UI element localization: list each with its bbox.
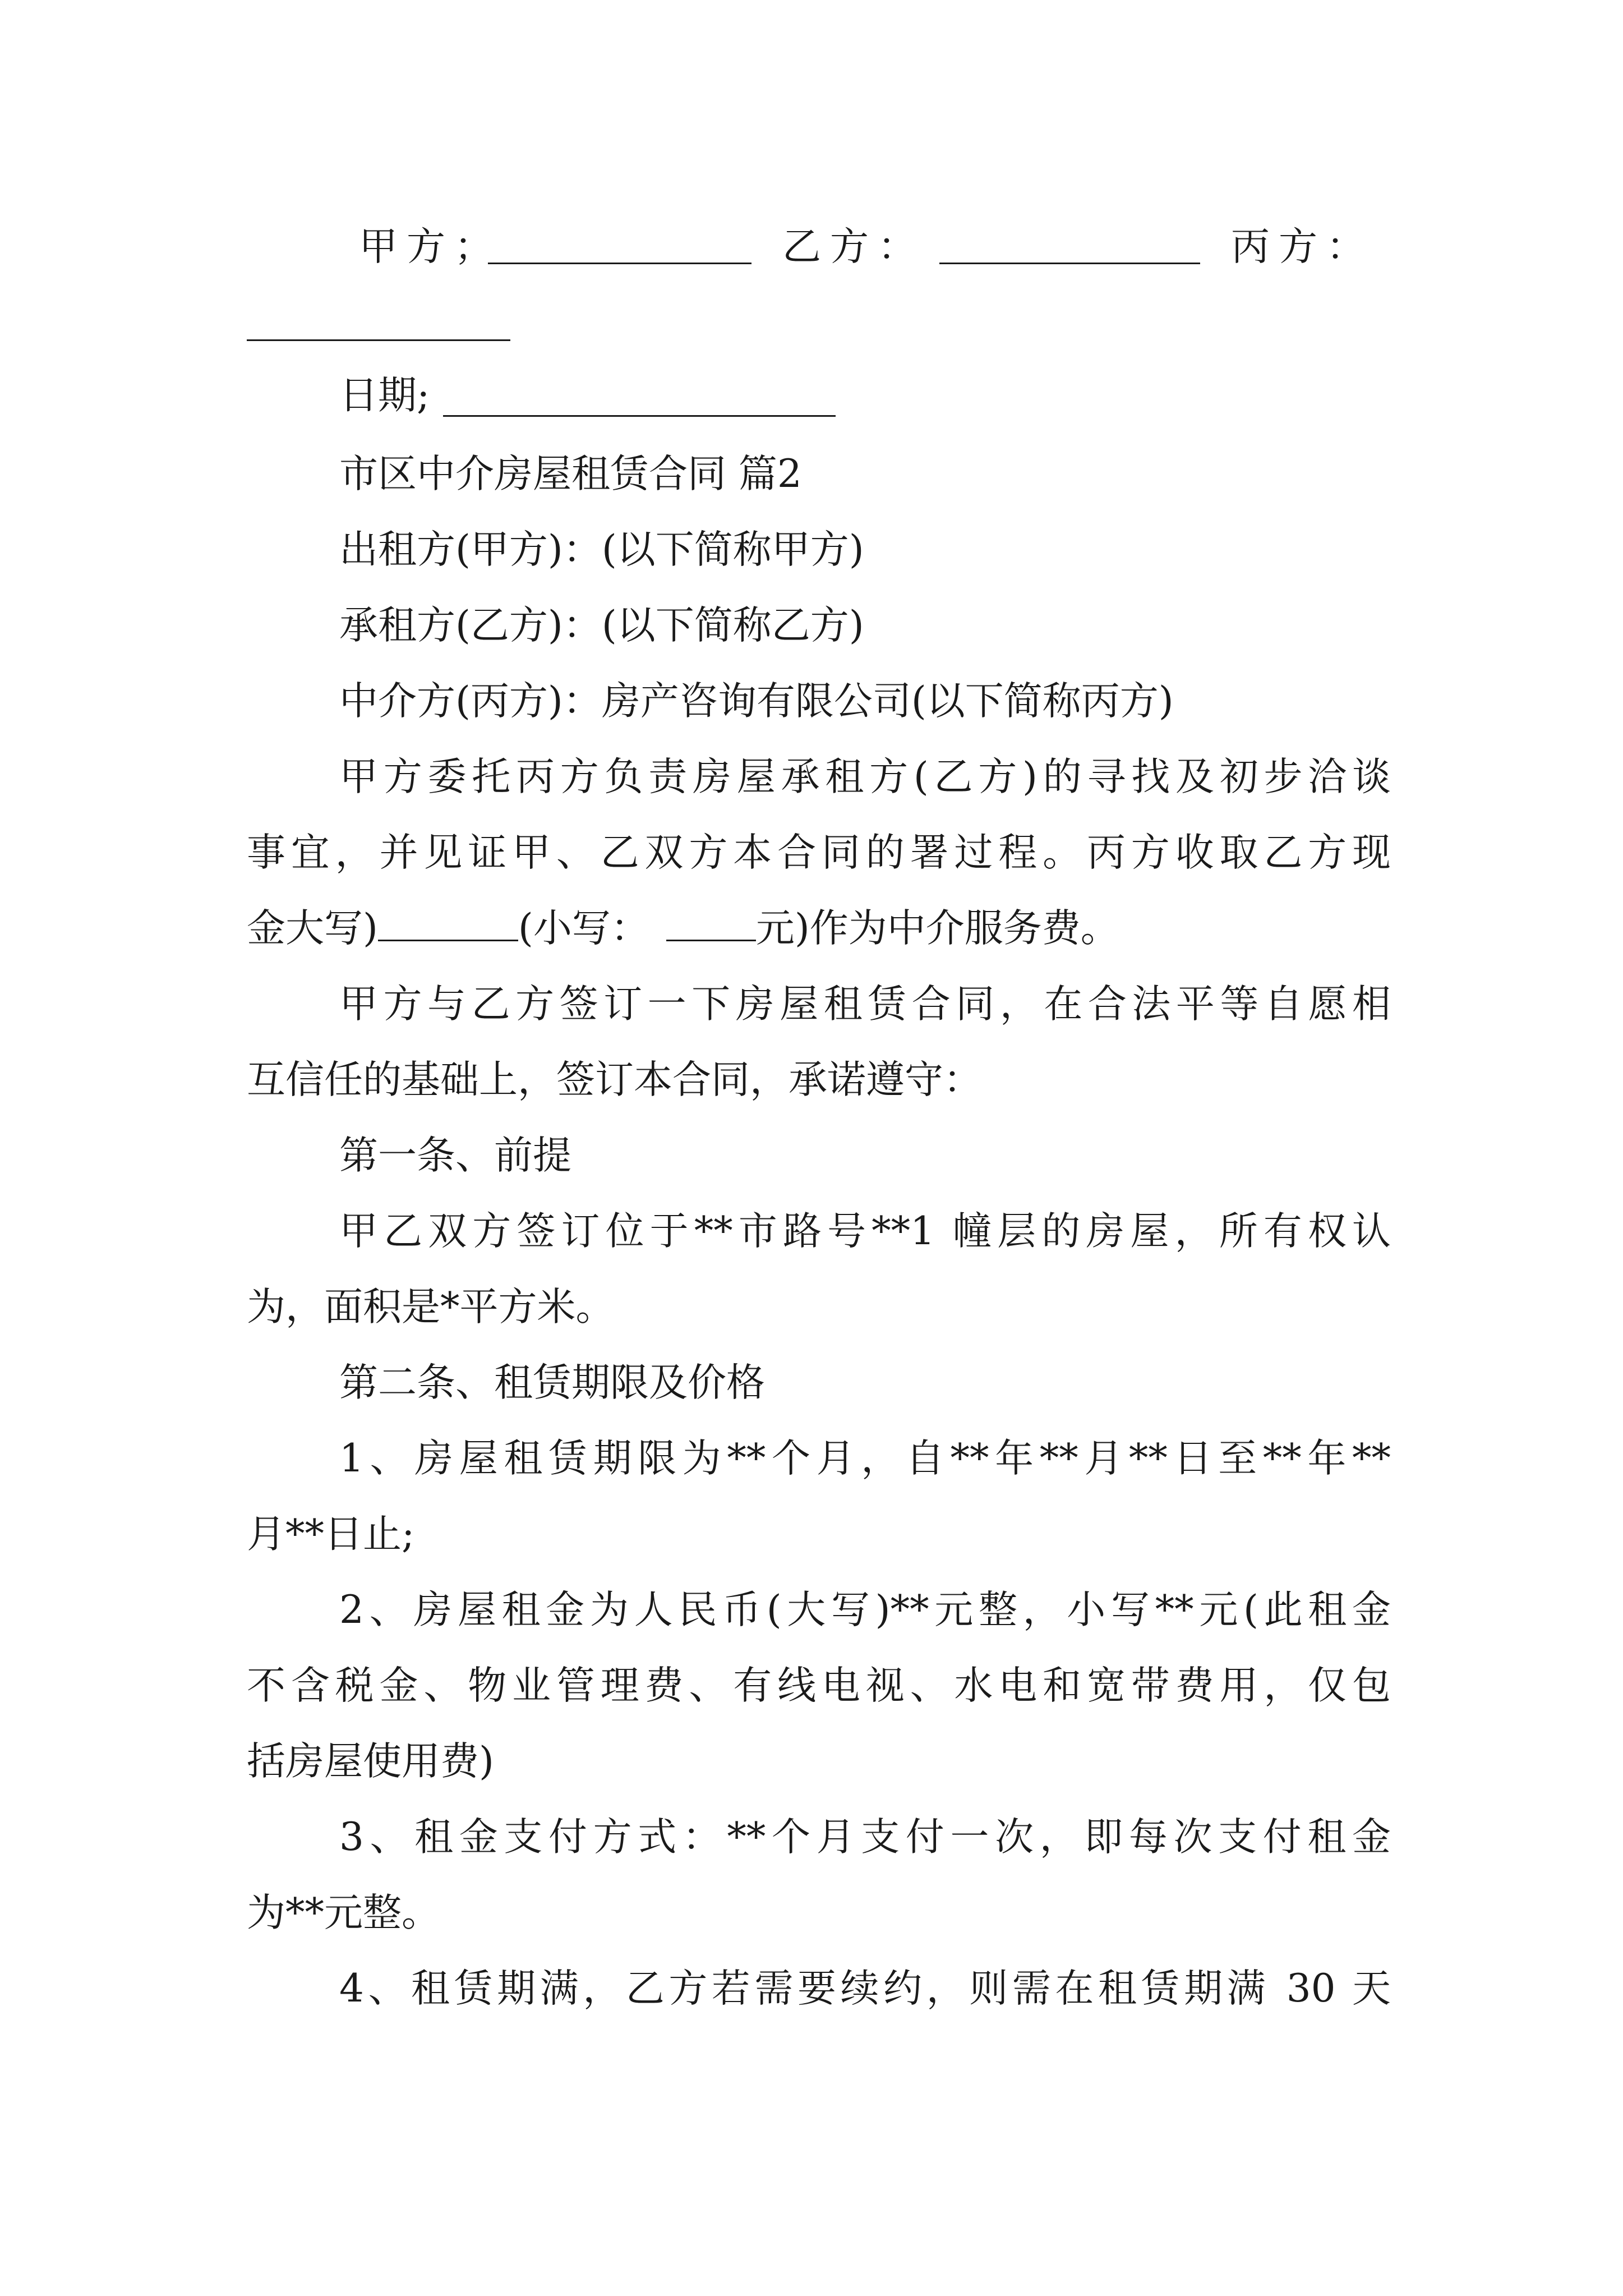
article2-item4-line1: 4、租赁期满，乙方若需要续约，则需在租赁期满 30 天 <box>339 1966 1391 2011</box>
party-a-signature-line <box>488 263 751 264</box>
intro-p2-line2: 互信任的基础上，签订本合同，承诺遵守： <box>247 1057 982 1102</box>
article2-item2-line2: 不含税金、物业管理费、有线电视、水电和宽带费用，仅包 <box>247 1663 1391 1708</box>
article2-item3-line1: 3、租金支付方式：**个月支付一次，即每次支付租金 <box>339 1815 1391 1860</box>
date-row <box>339 370 1391 421</box>
article1-line1: 甲乙双方签订位于**市路号**1 幢层的房屋，所有权认 <box>339 1209 1391 1254</box>
lessor-line: 出租方(甲方)：(以下简称甲方) <box>339 527 864 572</box>
article2-item2-line1: 2、房屋租金为人民币(大写)**元整，小写**元(此租金 <box>339 1588 1391 1632</box>
article1-line2: 为，面积是*平方米。 <box>247 1285 615 1329</box>
party-b-signature-line <box>939 263 1200 264</box>
fee-lower-blank <box>666 939 756 941</box>
fee-upper-blank <box>378 939 518 941</box>
date-signature-line <box>443 415 836 417</box>
party-b-signature-label: 乙方： <box>782 224 925 269</box>
intro-p1-line1: 甲方委托丙方负责房屋承租方(乙方)的寻找及初步洽谈 <box>339 754 1391 799</box>
article2-item1-line2: 月**日止; <box>247 1512 415 1557</box>
party-c-signature-label: 丙方： <box>1231 224 1374 269</box>
article2-item1-line1: 1、房屋租赁期限为**个月，自**年**月**日至**年** <box>339 1436 1391 1481</box>
intro-p1-line2: 事宜，并见证甲、乙双方本合同的署过程。丙方收取乙方现 <box>247 830 1391 875</box>
contract-heading: 市区中介房屋租赁合同 篇2 <box>339 452 802 496</box>
agent-line: 中介方(丙方)：房产咨询有限公司(以下简称丙方) <box>339 679 1174 724</box>
article2-item2-line3: 括房屋使用费) <box>247 1739 494 1784</box>
fee-label-tail: 元)作为中介服务费。 <box>755 906 1119 951</box>
article2-title: 第二条、租赁期限及价格 <box>339 1360 765 1405</box>
intro-p1-line3 <box>247 903 1391 954</box>
fee-label-upper: 金大写) <box>247 906 378 951</box>
article1-title: 第一条、前提 <box>339 1133 571 1178</box>
lessee-line: 承租方(乙方)：(以下简称乙方) <box>339 603 864 648</box>
article2-item3-line2: 为**元整。 <box>247 1890 440 1935</box>
party-c-signature-line <box>247 339 510 341</box>
party-a-signature-label: 甲方； <box>359 224 502 269</box>
fee-label-lower: (小写： <box>518 906 649 951</box>
date-label: 日期; <box>339 373 430 418</box>
intro-p2-line1: 甲方与乙方签订一下房屋租赁合同，在合法平等自愿相 <box>339 982 1391 1027</box>
